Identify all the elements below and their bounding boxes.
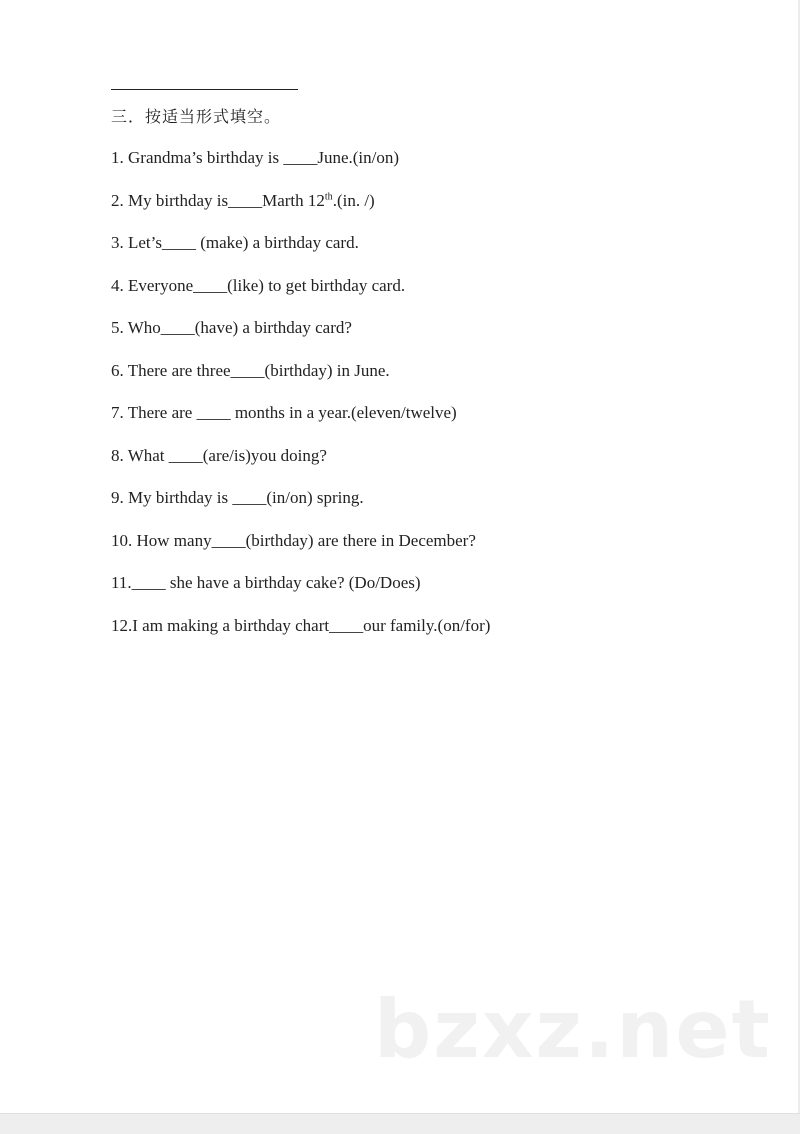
question-10: 10. How many____(birthday) are there in December? (111, 530, 476, 550)
ordinal-suffix: th (324, 190, 333, 202)
question-8: 8. What ____(are/is)you doing? (111, 445, 327, 465)
question-3: 3. Let’s____ (make) a birthday card. (111, 233, 359, 252)
question-12: 12.I am making a birthday chart____our family.(on/for) (111, 615, 491, 635)
question-4: 4. Everyone____(like) to get birthday card. (111, 275, 406, 295)
question-9: 9. My birthday is ____(in/on) spring. (111, 488, 364, 507)
question-2-text: 2. My birthday is____Marth 12 (111, 190, 325, 210)
question-11: 11.____ she have a birthday cake? (Do/Does) (111, 573, 421, 592)
question-7: 7. There are ____ months in a year.(eleven/twelve) (111, 403, 457, 422)
question-5: 5. Who____(have) a birthday card? (111, 318, 352, 337)
question-1: 1. Grandma’s birthday is ____June.(in/on) (111, 148, 400, 167)
question-2-tail: .(in. /) (332, 190, 375, 210)
header-rule (111, 89, 298, 90)
page-bottom-edge (0, 1113, 800, 1134)
watermark: bzxz.net (374, 983, 772, 1076)
question-6: 6. There are three____(birthday) in June. (111, 360, 390, 380)
section-title: 三．按适当形式填空。 (111, 107, 282, 126)
question-list (111, 145, 490, 655)
question-2 (111, 188, 490, 231)
